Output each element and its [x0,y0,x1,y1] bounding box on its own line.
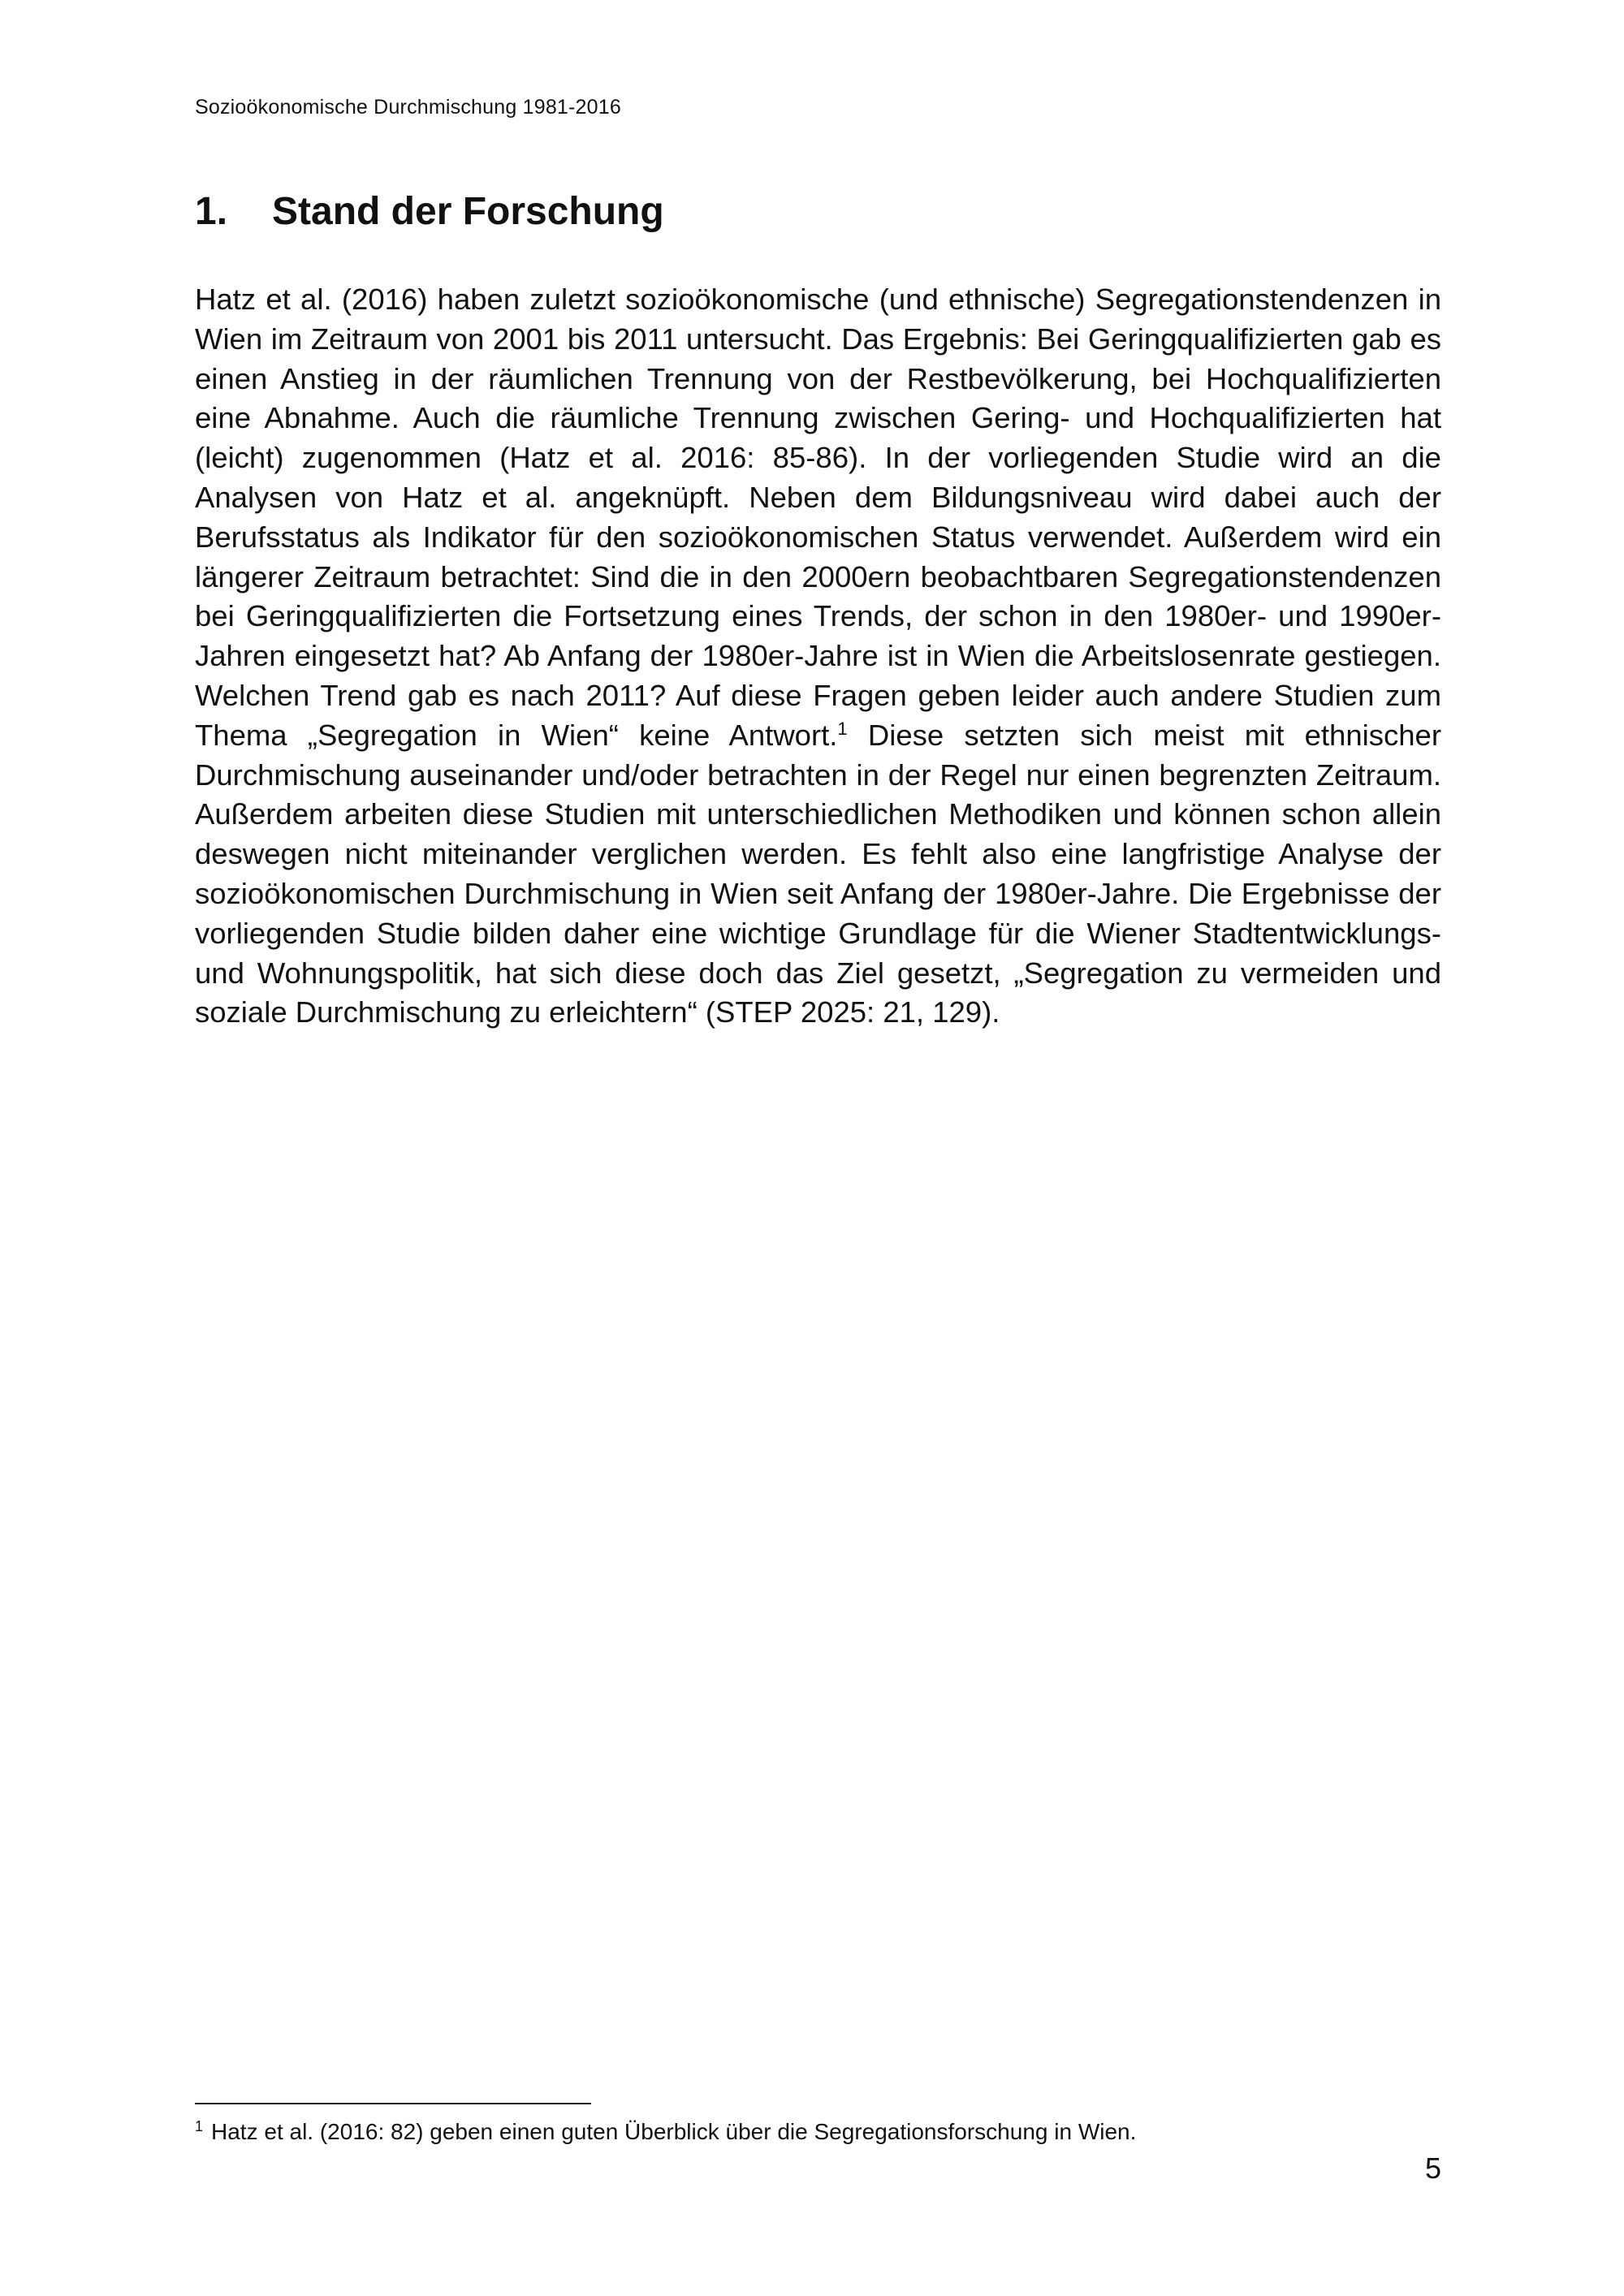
body-text-part-1: Hatz et al. (2016) haben zuletzt sozioökonomische (und ethnische) Segregationstendenzen in Wien im Zeitraum von 2001 bis 2011 untersucht. Das Ergebnis: Bei Geringqualifizierten gab es einen Anstieg in der räumlichen Trennung von der Restbevölkerung, bei Hochqualifizierten eine Abnahme. Auch die räumliche Trennung zwischen Gering- und Hochqualifizierten hat (leicht) zugenommen (Hatz et al. 2016: 85-86). In der vorliegenden Studie wird an die Analysen von Hatz et al. angeknüpft. Neben dem Bildungsniveau wird dabei auch der Berufsstatus als Indikator für den sozioökonomischen Status verwendet. Außerdem wird ein längerer Zeitraum betrachtet: Sind die in den 2000ern beobachtbaren Segregationstendenzen bei Geringqualifizierten die Fortsetzung eines Trends, der schon in den 1980er- und 1990er-Jahren eingesetzt hat? Ab Anfang der 1980er-Jahre ist in Wien die Arbeitslosenrate gestiegen. Welchen Trend gab es nach 2011? Auf diese Fragen geben leider auch andere Studien zum Thema „Segregation in Wien“ keine Antwort. [195,283,1441,752]
running-header: Sozioökonomische Durchmischung 1981-2016 [195,96,621,119]
section-number: 1. [195,190,228,233]
footnote-text: Hatz et al. (2016: 82) geben einen guten Überblick über die Segregationsforschung in Wien. [211,2119,1137,2144]
body-text-part-2: Diese setzten sich meist mit ethnischer Durchmischung auseinander und/oder betrachten in der Regel nur einen begrenzten Zeitraum. Außerdem arbeiten diese Studien mit unterschiedlichen Methodiken und können schon allein deswegen nicht miteinander verglichen werden. Es fehlt also eine langfristige Analyse der sozioökonomischen Durchmischung in Wien seit Anfang der 1980er-Jahre. Die Ergebnisse der vorliegenden Studie bilden daher eine wichtige Grundlage für die Wiener Stadtentwicklungs- und Wohnungspolitik, hat sich diese doch das Ziel gesetzt, „Segregation zu vermeiden und soziale Durchmischung zu erleichtern“ (STEP 2025: 21, 129). [195,718,1442,1029]
body-paragraph [195,280,1441,1033]
footnote-divider [195,2103,591,2104]
page-number: 5 [1424,2151,1441,2185]
section-title: Stand der Forschung [272,190,664,233]
footnote-marker: 1 [195,2117,204,2134]
footnote-reference[interactable]: 1 [837,718,848,739]
footnote [195,2119,1136,2145]
section-heading [195,189,664,234]
